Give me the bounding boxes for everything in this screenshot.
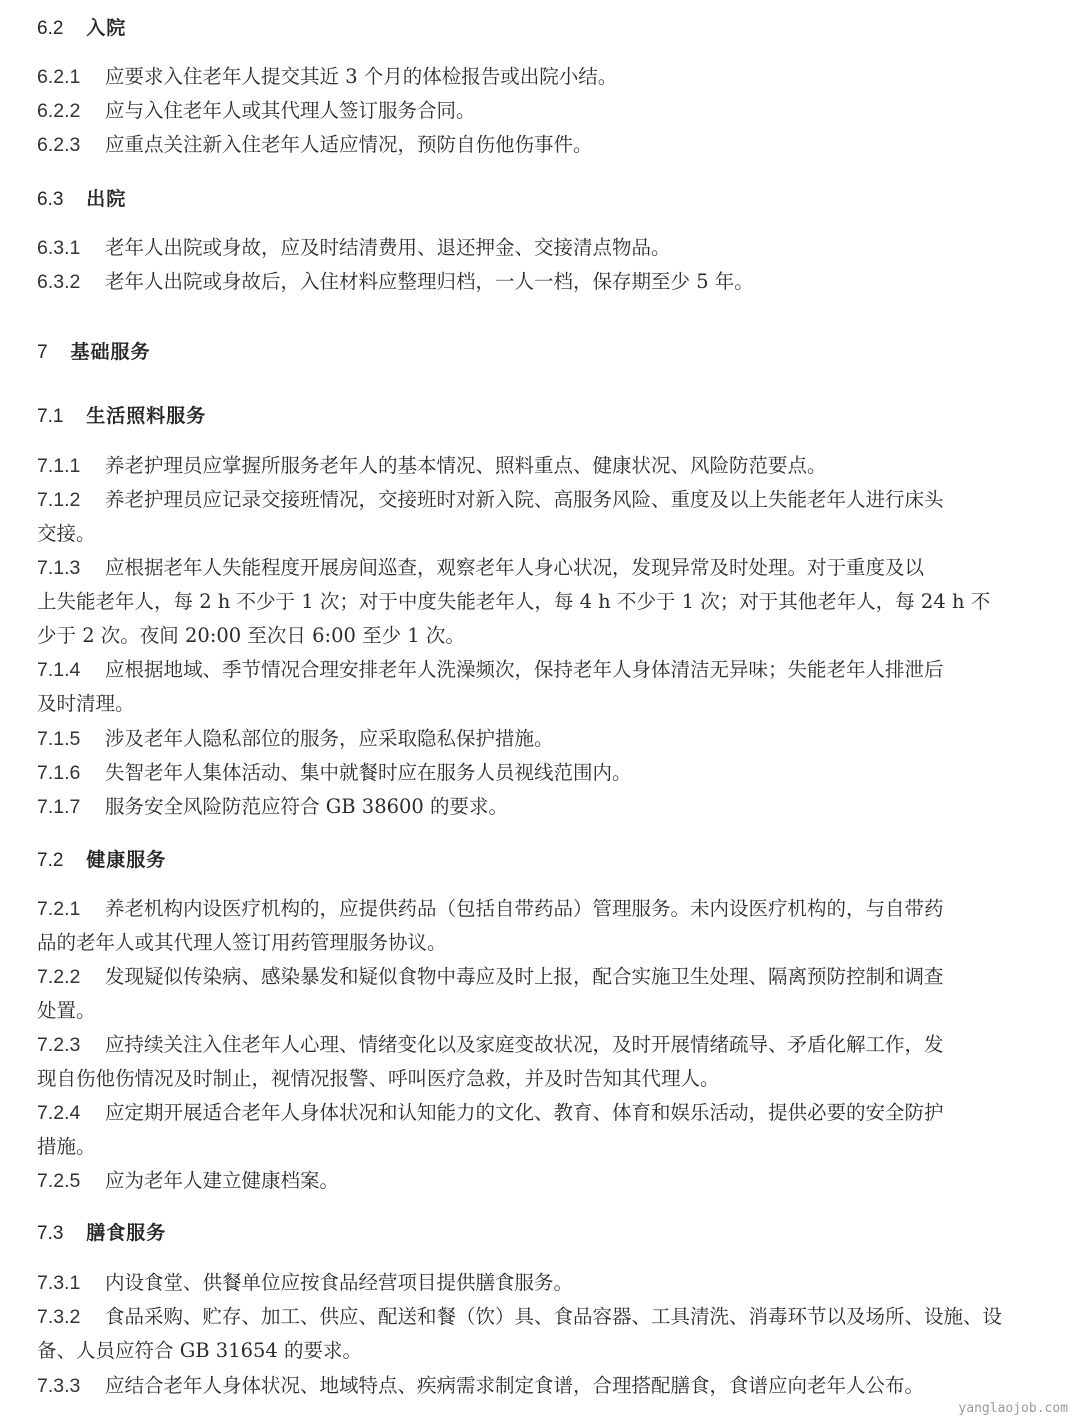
clause-7-1-5: 7.1.5 涉及老年人隐私部位的服务，应采取隐私保护措施。 [37,727,554,750]
clause-7-2-5: 7.2.5 应为老年人建立健康档案。 [37,1169,340,1192]
section-heading-6-2: 6.2 入院 [37,17,127,39]
clause-7-2-2: 7.2.2 发现疑似传染病、感染暴发和疑似食物中毒应及时上报，配合实施卫生处理、隔离预防控制和调查 处置。 [37,965,944,1022]
clause-7-2-1: 7.2.1 养老机构内设医疗机构的，应提供药品（包括自带药品）管理服务。未内设医疗机构的，与自带药 品的老年人或其代理人签订用药管理服务协议。 [37,897,944,954]
clause-7-1-6: 7.1.6 失智老年人集体活动、集中就餐时应在服务人员视线范围内。 [37,761,632,784]
watermark: yanglaojob.com [958,1401,1068,1416]
clause-7-2-4: 7.2.4 应定期开展适合老年人身体状况和认知能力的文化、教育、体育和娱乐活动，提供必要的安全防护 措施。 [37,1101,944,1158]
clause-7-3-2: 7.3.2 食品采购、贮存、加工、供应、配送和餐（饮）具、食品容器、工具清洗、消毒环节以及场所、设施、设 备、人员应符合 GB 31654 的要求。 [37,1305,1003,1362]
clause-7-1-3: 7.1.3 应根据老年人失能程度开展房间巡查，观察老年人身心状况，发现异常及时处理。对于重度及以 上失能老年人，每 2 h 不少于 1 次；对于中度失能老年人，每 4 h 不少于 1 次；对于其他老年人，每 24 h 不 少于 2 次。夜间 20:00 至次日 6:00 至少 1 次。 [37,556,991,647]
section-heading-7-2: 7.2 健康服务 [37,849,167,871]
clause-6-2-3: 6.2.3 应重点关注新入住老年人适应情况，预防自伤他伤事件。 [37,133,593,156]
clause-7-2-3: 7.2.3 应持续关注入住老年人心理、情绪变化以及家庭变故状况，及时开展情绪疏导、矛盾化解工作，发 现自伤他伤情况及时制止，视情况报警、呼叫医疗急救，并及时告知其代理人。 [37,1033,944,1090]
section-heading-7-1: 7.1 生活照料服务 [37,405,207,427]
clause-6-3-1: 6.3.1 老年人出院或身故，应及时结清费用、退还押金、交接清点物品。 [37,236,671,259]
clause-7-3-1: 7.3.1 内设食堂、供餐单位应按食品经营项目提供膳食服务。 [37,1271,574,1294]
clause-7-1-1: 7.1.1 养老护理员应掌握所服务老年人的基本情况、照料重点、健康状况、风险防范要点。 [37,454,827,477]
clause-7-1-4: 7.1.4 应根据地域、季节情况合理安排老年人洗澡频次，保持老年人身体清洁无异味；失能老年人排泄后 及时清理。 [37,658,944,715]
clause-7-1-7: 7.1.7 服务安全风险防范应符合 GB 38600 的要求。 [37,795,509,818]
clause-7-1-2: 7.1.2 养老护理员应记录交接班情况，交接班时对新入院、高服务风险、重度及以上失能老年人进行床头 交接。 [37,488,944,545]
section-heading-6-3: 6.3 出院 [37,188,127,210]
chapter-heading-7: 7 基础服务 [37,341,151,363]
clause-7-3-3: 7.3.3 应结合老年人身体状况、地域特点、疾病需求制定食谱，合理搭配膳食，食谱应向老年人公布。 [37,1374,925,1397]
clause-6-2-1: 6.2.1 应要求入住老年人提交其近 3 个月的体检报告或出院小结。 [37,65,618,88]
clause-6-2-2: 6.2.2 应与入住老年人或其代理人签订服务合同。 [37,99,476,122]
section-heading-7-3: 7.3 膳食服务 [37,1222,167,1244]
clause-6-3-2: 6.3.2 老年人出院或身故后，入住材料应整理归档，一人一档，保存期至少 5 年。 [37,270,754,293]
